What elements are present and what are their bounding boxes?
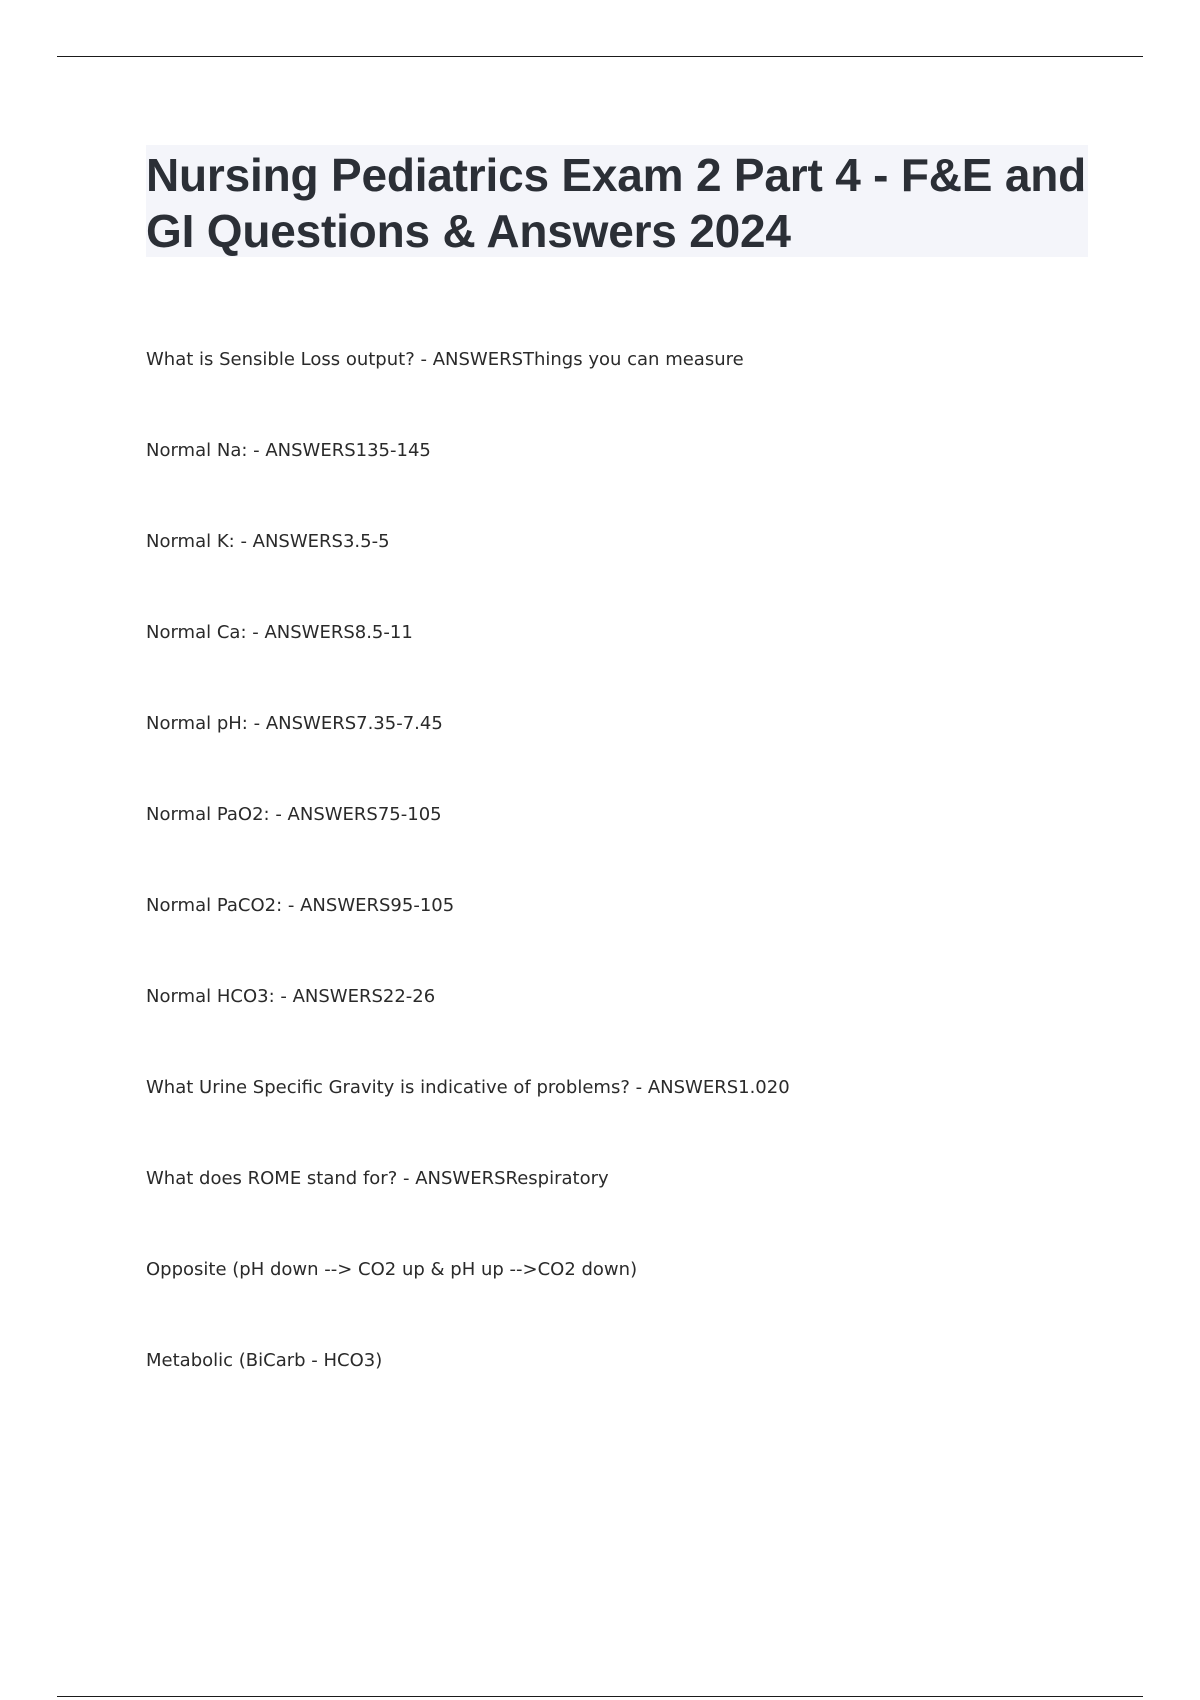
qa-item: Normal HCO3: - ANSWERS22-26 [146, 986, 436, 1007]
qa-item: What is Sensible Loss output? - ANSWERSThings you can measure [146, 349, 744, 370]
qa-item: Opposite (pH down --> CO2 up & pH up -->CO2 down) [146, 1259, 638, 1280]
qa-item: Normal PaO2: - ANSWERS75-105 [146, 804, 442, 825]
qa-item: What does ROME stand for? - ANSWERSRespiratory [146, 1168, 609, 1189]
qa-item: Normal pH: - ANSWERS7.35-7.45 [146, 713, 443, 734]
document-title: Nursing Pediatrics Exam 2 Part 4 - F&E and GI Questions & Answers 2024 [146, 149, 1087, 257]
qa-item: Metabolic (BiCarb - HCO3) [146, 1350, 383, 1371]
title-banner [146, 145, 1088, 257]
qa-list [146, 348, 1086, 1440]
qa-item: Normal K: - ANSWERS3.5-5 [146, 531, 390, 552]
bottom-divider [57, 1696, 1143, 1697]
qa-item: What Urine Specific Gravity is indicative of problems? - ANSWERS1.020 [146, 1077, 790, 1098]
qa-item: Normal PaCO2: - ANSWERS95-105 [146, 895, 455, 916]
top-divider [57, 56, 1143, 57]
qa-item: Normal Na: - ANSWERS135-145 [146, 440, 431, 461]
qa-item: Normal Ca: - ANSWERS8.5-11 [146, 622, 413, 643]
